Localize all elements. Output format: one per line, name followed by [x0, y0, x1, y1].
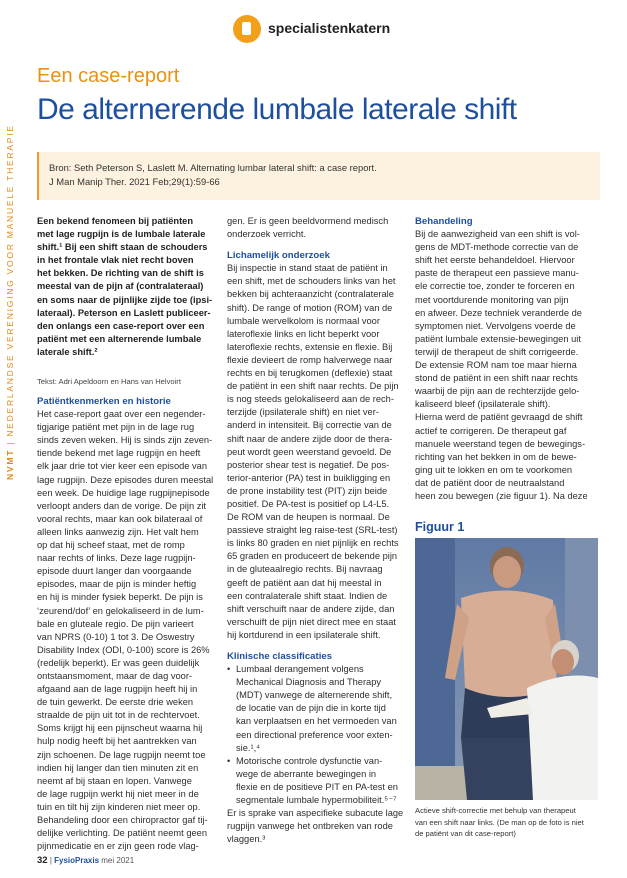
lead-line: shift.¹ Bij een shift staan de schouders — [37, 242, 208, 253]
page-number: 32 — [37, 855, 48, 866]
section-heading: Patiëntkenmerken en historie — [37, 396, 171, 407]
lead-line: laterale shift.² — [37, 346, 98, 357]
text-line: gen. Er is geen beeldvormend medisch — [227, 216, 389, 226]
author-credit: Tekst: Adri Apeldoorn en Hans van Helvoirt — [37, 377, 181, 386]
text-line: Lumbaal derangement volgens — [236, 664, 364, 675]
text-line: van NPRS (0-10) 1 tot 3. De Oswestry — [37, 631, 195, 642]
column-2-body — [227, 215, 405, 846]
text-line: is nog steeds gelokaliseerd aan de rech- — [227, 394, 394, 405]
section-heading: Klinische classificaties — [227, 651, 333, 662]
text-line: bale en gluteale regio. De pijn varieert — [37, 618, 194, 629]
text-line: terior-anterior (PA) test in buikligging en — [227, 472, 391, 483]
text-line: sinds zeven weken. Hij is sinds zijn zeven- — [37, 435, 213, 446]
list-item: • Lumbaal derangement volgens Mechanical Diagnosis and Therapy (MDT) vanwege de alternerende shift, de locatie van de pijn die in korte tijd kan verplaatsen en het vermoeden van een directional preference voor exten- sie.¹,⁴ — [236, 663, 405, 755]
text-line: paste de therapeut een passieve manu- — [415, 268, 579, 279]
lead-line: den onlangs een case-report over een — [37, 320, 205, 331]
text-line: 65 graden en produceert de bekende pijn — [227, 551, 398, 562]
text-line: een directional preference voor exten- — [236, 729, 393, 740]
text-line: pijnmedicatie en er zijn geen rode vlag- — [37, 841, 199, 852]
article-kicker: Een case-report — [37, 65, 180, 87]
figure-caption — [415, 805, 584, 840]
text-line: op dat hij scheef staat, met de romp — [37, 540, 185, 551]
text-line: Motorische controle dysfunctie van- — [236, 755, 383, 766]
text-line: shift). De range of motion (ROM) van de — [227, 302, 393, 313]
text-line: een shift, met de schouders links van het — [227, 276, 396, 287]
text-line: de prone instability test (PIT) zijn beide — [227, 485, 388, 496]
source-line: J Man Manip Ther. 2021 Feb;29(1):59-66 — [49, 176, 220, 187]
text-line: kan verplaatsen en het vermoeden van — [236, 716, 397, 727]
text-line: symptomen niet. Vervolgens voerde de — [415, 320, 576, 331]
text-line: hij kortdurend in een ipsilaterale shift. — [227, 629, 381, 640]
text-line: manuele weerstand tegen de bewegings- — [415, 438, 586, 449]
section-tag: specialistenkatern — [268, 20, 391, 36]
text-line: geeft de patiënt aan dat hij meestal in — [227, 577, 382, 588]
text-line: patiënt lumbale extensie-bewegingen uit — [415, 333, 581, 344]
text-line: een contralaterale shift staat. Indien de — [227, 590, 388, 601]
text-line: De ROM van de heupen is normaal. De — [227, 512, 390, 523]
text-line: shift naar de andere zijde door de thera- — [227, 433, 393, 444]
text-line: vlaggen.³ — [227, 834, 266, 845]
section-heading: Behandeling — [415, 216, 473, 227]
text-line: vooral rechts, maar kan ook bilateraal of — [37, 513, 203, 524]
caption-line: van een shift naar links. (De man op de foto is niet — [415, 817, 584, 827]
text-line: alleen links aanwezig zijn. Het valt hem — [37, 526, 199, 537]
text-line: is links 80 graden en niet pijnlijk en rechts — [227, 538, 399, 549]
text-line: tiende bekend met lage rugpijn en heeft — [37, 448, 201, 459]
text-line: de lage rugpijn werkt hij niet meer in de — [37, 788, 199, 799]
text-line: (MDT) vanwege de alternerende shift, — [236, 690, 393, 701]
text-line: waarbij de pijn aan de rechterzijde gelo- — [415, 386, 580, 397]
text-line: passieve straight leg raise-test (SRL-test) — [227, 525, 398, 536]
text-line: Bij inspectie in stand staat de patiënt in — [227, 263, 388, 274]
figure-photo — [415, 538, 598, 800]
text-line: in de gluteaalregio rechts. Bij navraag — [227, 564, 383, 575]
text-line: richting van het bekken in om de bewe- — [415, 451, 577, 462]
issue-date: mei 2021 — [99, 856, 135, 865]
text-line: zijn schoenen. De lage rugpijn neemt toe — [37, 749, 206, 760]
text-line: kaliseerd bleef (ipsilaterale shift). — [415, 399, 551, 410]
text-line: terwijl de therapeut de shift corrigeerde. — [415, 346, 579, 357]
text-line: gens de MDT-methode correctie van de — [415, 242, 579, 253]
side-label-rest: | NEDERLANDSE VERENIGING VOOR MANUELE THERAPIE — [5, 124, 15, 449]
text-line: wege de aberrante bewegingen in — [236, 768, 377, 779]
text-line: ‘zeurend/dof’ en gelokaliseerd in de lum- — [37, 605, 204, 616]
text-line: lage rugpijn. Deze episodes duren meestal — [37, 474, 214, 485]
text-line: straalde de pijn uit tot in de rechtervoet. — [37, 710, 200, 721]
text-line: flexie devieert de romp halverwege naar — [227, 354, 393, 365]
text-line: hulp nodig heeft bij het aantrekken van — [37, 736, 197, 747]
text-line: bekken bij achteraanzicht (contralaterale — [227, 289, 394, 300]
text-line: naar rechts of links. Deze lage rugpijn- — [37, 553, 196, 564]
column-3-body — [415, 215, 598, 503]
article-title: De alternerende lumbale laterale shift — [37, 93, 517, 126]
section-icon — [233, 15, 261, 43]
text-line: elk jaar drie tot vier keer een episode van — [37, 461, 208, 472]
text-line: flexie en de positieve PIT en PA-test en — [236, 781, 398, 792]
text-line: posterior shear test is negatief. De pos- — [227, 459, 390, 470]
text-line: Er is sprake van aspecifieke subacute lage — [227, 808, 404, 819]
text-line: anderd in intensiteit. Bij correctie van de — [227, 420, 392, 431]
text-line: sie.¹,⁴ — [236, 742, 261, 753]
magazine-name: FysioPraxis — [54, 856, 100, 865]
text-line: positief. De PA-test is positief op L4-L5. — [227, 498, 390, 509]
lead-line: in het frontale vlak niet recht boven — [37, 255, 194, 266]
text-line: verschuift de pijn niet direct mee en staat — [227, 616, 396, 627]
section-heading: Lichamelijk onderzoek — [227, 250, 330, 262]
side-label-bold: NVMT — [5, 448, 15, 480]
lead-line: Een bekend fenomeen bij patiënten — [37, 216, 194, 226]
text-line: delijke verlichting. De patiënt neemt geen — [37, 828, 208, 839]
text-line: episodes, maar de pijn is minder heftig — [37, 579, 197, 590]
text-line: Bij de aanwezigheid van een shift is vol- — [415, 229, 580, 240]
lead-paragraph — [37, 215, 215, 359]
text-line: shift verschuift naar de andere zijde, dan — [227, 603, 395, 614]
text-line: ontstaansmoment, maar de dag voor- — [37, 670, 193, 681]
caption-line: Actieve shift-correctie met behulp van therapeut — [415, 806, 576, 815]
text-line: heen zou bewegen (zie figuur 1). Na deze — [415, 490, 588, 501]
page-footer: 32 | FysioPraxis mei 2021 — [37, 855, 135, 866]
text-line: tigjarige patiënt met pijn in de lage rug — [37, 422, 195, 433]
text-line: ele correctie toe, zonder te forceren en — [415, 281, 575, 292]
text-line: peut wordt geen weerstand gevoeld. De — [227, 446, 392, 457]
text-line: onderzoek verricht. — [227, 229, 307, 240]
text-line: lumbale wervelkolom is normaal voor — [227, 315, 380, 326]
text-line: en hij is minder fysiek beperkt. De pijn is — [37, 592, 203, 603]
text-line: ging uit te lokken en om te voorkomen — [415, 464, 573, 475]
lead-line: meestal van de pijn af (contralateraal) — [37, 281, 204, 292]
text-line: afgaand aan de lage rugpijn heeft hij in — [37, 684, 198, 695]
text-line: tuin en tilt hij zijn kinderen niet meer op. — [37, 801, 201, 812]
text-line: (redelijk beperkt). Er was geen duidelijk — [37, 657, 200, 668]
source-line: Bron: Seth Peterson S, Laslett M. Alternating lumbar lateral shift: a case report. — [49, 162, 377, 173]
text-line: stond de patiënt in een shift naar rechts — [415, 373, 578, 384]
text-line: lateroflexie links en licht beperkt voor — [227, 328, 380, 339]
text-line: en afweer. Deze techniek veranderde de — [415, 307, 582, 318]
text-line: Hierna werd de patiënt gevraagd de shift — [415, 412, 583, 423]
text-line: lateroflexie rechts, extensie en flexie. Bij — [227, 341, 393, 352]
text-line: verloopt anders dan de vorige. De pijn zit — [37, 500, 206, 511]
text-line: Soms krijgt hij een pijnscheut waarna hij — [37, 723, 203, 734]
lead-line: het bekken. De richting van de shift is — [37, 268, 204, 279]
text-line: segmentale lumbale hypermobiliteit.⁵⁻⁷ — [236, 795, 397, 806]
caption-line: de patiënt van dit case-report) — [415, 829, 516, 838]
lead-line: met lage rugpijn is de lumbale laterale — [37, 229, 206, 240]
figure-title: Figuur 1 — [415, 520, 465, 534]
source-box — [37, 152, 600, 200]
lead-line: en soms naar de pijnlijke zijde toe (ipsi- — [37, 294, 213, 305]
text-line: de patiënt in een shift naar rechts. De pijn — [227, 381, 399, 392]
text-line: Disability Index (ODI, 0-100) score is 26% — [37, 644, 210, 655]
text-line: een week. De huidige lage rugpijnepisode — [37, 487, 210, 498]
text-line: met voortdurende monitoring van pijn — [415, 294, 569, 305]
text-line: actief te corrigeren. De therapeut gaf — [415, 425, 567, 436]
text-line: dat de patiënt door de neutraalstand — [415, 477, 565, 488]
text-line: rugpijn vanwege het ontbreken van rode — [227, 821, 393, 832]
text-line: Het case-report gaat over een negender- — [37, 409, 206, 420]
text-line: terzijde (ipsilaterale shift) en niet ver- — [227, 407, 379, 418]
lead-line: patiënt met een alternerende lumbale — [37, 333, 202, 344]
text-line: de tuin gewerkt. De eerste drie weken — [37, 697, 194, 708]
list-item: • Motorische controle dysfunctie van- wege de aberrante bewegingen in flexie en de positieve PIT en PA-test en segmentale lumbale hypermobiliteit.⁵⁻⁷ — [236, 755, 405, 807]
text-line: Behandeling door een chiropractor gaf tij- — [37, 815, 208, 825]
text-line: episode duurt langer dan voorgaande — [37, 566, 192, 577]
text-line: indien hij langer dan tien minuten zit en — [37, 762, 199, 773]
side-label — [3, 60, 17, 480]
text-line: De extensie ROM nam toe maar hierna — [415, 360, 577, 371]
text-line: rechts en bij terugkomen (deflexie) staat — [227, 368, 393, 379]
column-1-body — [37, 395, 215, 853]
text-line: Mechanical Diagnosis and Therapy — [236, 677, 382, 688]
text-line: shift het eerste behandeldoel. Hiervoor — [415, 255, 575, 266]
text-line: de locatie van de pijn die in korte tijd — [236, 703, 386, 714]
text-line: neemt af bij staan en lopen. Vanwege — [37, 775, 192, 786]
lead-line: lateraal). Peterson en Laslett publiceer- — [37, 307, 211, 318]
